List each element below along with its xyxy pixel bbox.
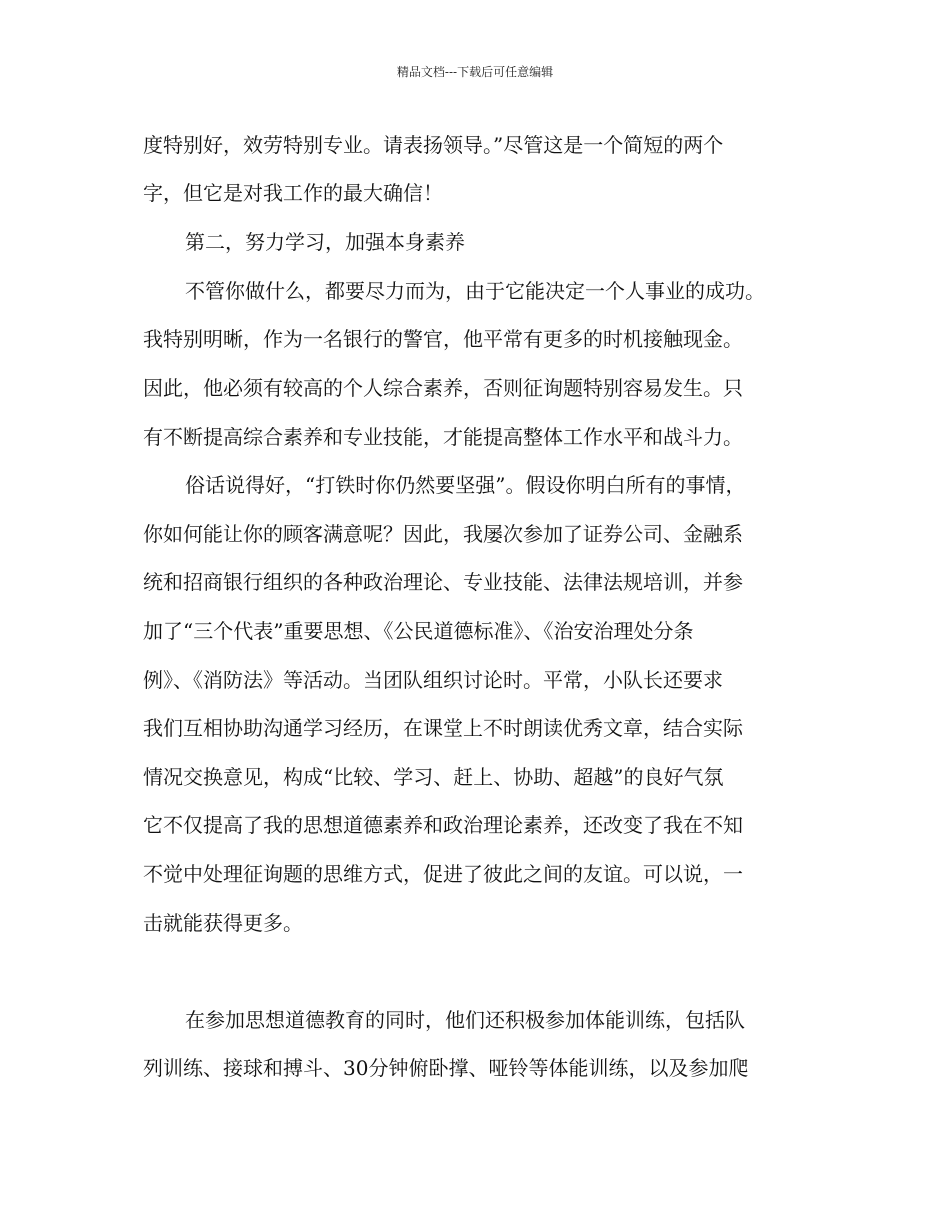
text-line-4: 不管你做什么，都要尽力而为，由于它能决定一个人事业的成功。 [185,279,765,303]
text-line-13: 我们互相协助沟通学习经历，在课堂上不时朗读优秀文章，结合实际 [143,716,743,740]
text-line-18: 在参加思想道德教育的同时，他们还积极参加体能训练，包括队 [185,1008,745,1032]
page-header: 精品文档---下载后可任意编辑 [396,65,554,79]
text-line-17: 击就能获得更多。 [143,911,303,935]
text-line-9: 你如何能让你的顾客满意呢？因此，我屡次参加了证券公司、金融系 [143,522,743,546]
text-line-14: 情况交换意见，构成“比较、学习、赶上、协助、超越”的良好气氛 [143,765,724,789]
text-line-19: 列训练、接球和搏斗、30分钟俯卧撑、哑铃等体能训练，以及参加爬 [143,1056,749,1080]
text-line-1: 度特别好，效劳特别专业。请表扬领导。”尽管这是一个简短的两个 [143,133,724,157]
section-heading: 第二，努力学习，加强本身素养 [185,230,465,254]
text-line-7: 有不断提高综合素养和专业技能，才能提高整体工作水平和战斗力。 [143,425,743,449]
text-line-2: 字，但它是对我工作的最大确信！ [143,181,443,205]
text-line-10: 统和招商银行组织的各种政治理论、专业技能、法律法规培训，并参 [143,570,743,594]
text-line-8: 俗话说得好，“打铁时你仍然要坚强”。假设你明白所有的事情， [185,473,746,497]
text-line-12: 例》、《消防法》等活动。当团队组织讨论时。平常，小队长还要求 [143,668,723,692]
text-line-15: 它不仅提高了我的思想道德素养和政治理论素养，还改变了我在不知 [143,813,743,837]
text-line-5: 我特别明晰，作为一名银行的警官，他平常有更多的时机接触现金。 [143,327,743,351]
text-line-16: 不觉中处理征询题的思维方式，促进了彼此之间的友谊。可以说，一 [143,862,743,886]
text-line-11: 加了“三个代表”重要思想、《公民道德标准》、《治安治理处分条 [143,619,694,643]
text-line-6: 因此，他必须有较高的个人综合素养，否则征询题特别容易发生。只 [143,376,743,400]
